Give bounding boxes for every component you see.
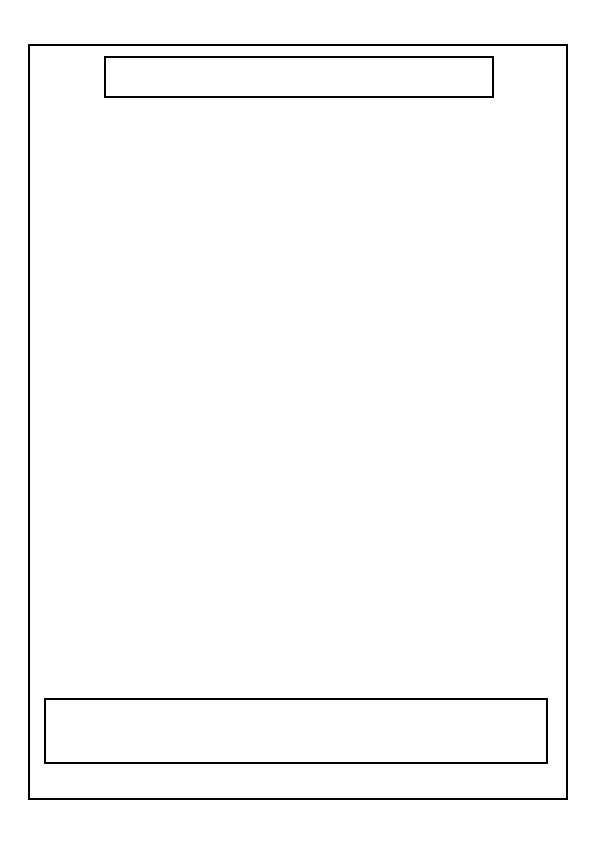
table-cell (336, 717, 386, 731)
table-cell (336, 745, 386, 759)
table-cell (465, 731, 544, 745)
table-cell (197, 703, 276, 717)
table-cell (276, 745, 336, 759)
table-cell (465, 717, 544, 731)
table-cell (276, 731, 336, 745)
table-cell (465, 703, 544, 717)
summary-table (44, 698, 548, 764)
table-row (48, 731, 544, 745)
table-row (48, 703, 544, 717)
table-cell (385, 703, 464, 717)
table-cell (48, 703, 117, 717)
table-cell (197, 731, 276, 745)
table-cell (385, 745, 464, 759)
table-cell (336, 703, 386, 717)
table-cell (48, 731, 117, 745)
title-box (104, 56, 494, 98)
table-cell (385, 731, 464, 745)
table-cell (385, 717, 464, 731)
table-cell (465, 745, 544, 759)
table-cell (117, 717, 196, 731)
table-cell (117, 703, 196, 717)
table-cell (197, 717, 276, 731)
table-row (48, 745, 544, 759)
table-cell (48, 717, 117, 731)
table-cell (117, 745, 196, 759)
table-cell (336, 731, 386, 745)
table-cell (48, 745, 117, 759)
table-cell (117, 731, 196, 745)
table-row (48, 717, 544, 731)
page-border (28, 44, 568, 800)
table-cell (276, 703, 336, 717)
table-cell (197, 745, 276, 759)
table-cell (276, 717, 336, 731)
